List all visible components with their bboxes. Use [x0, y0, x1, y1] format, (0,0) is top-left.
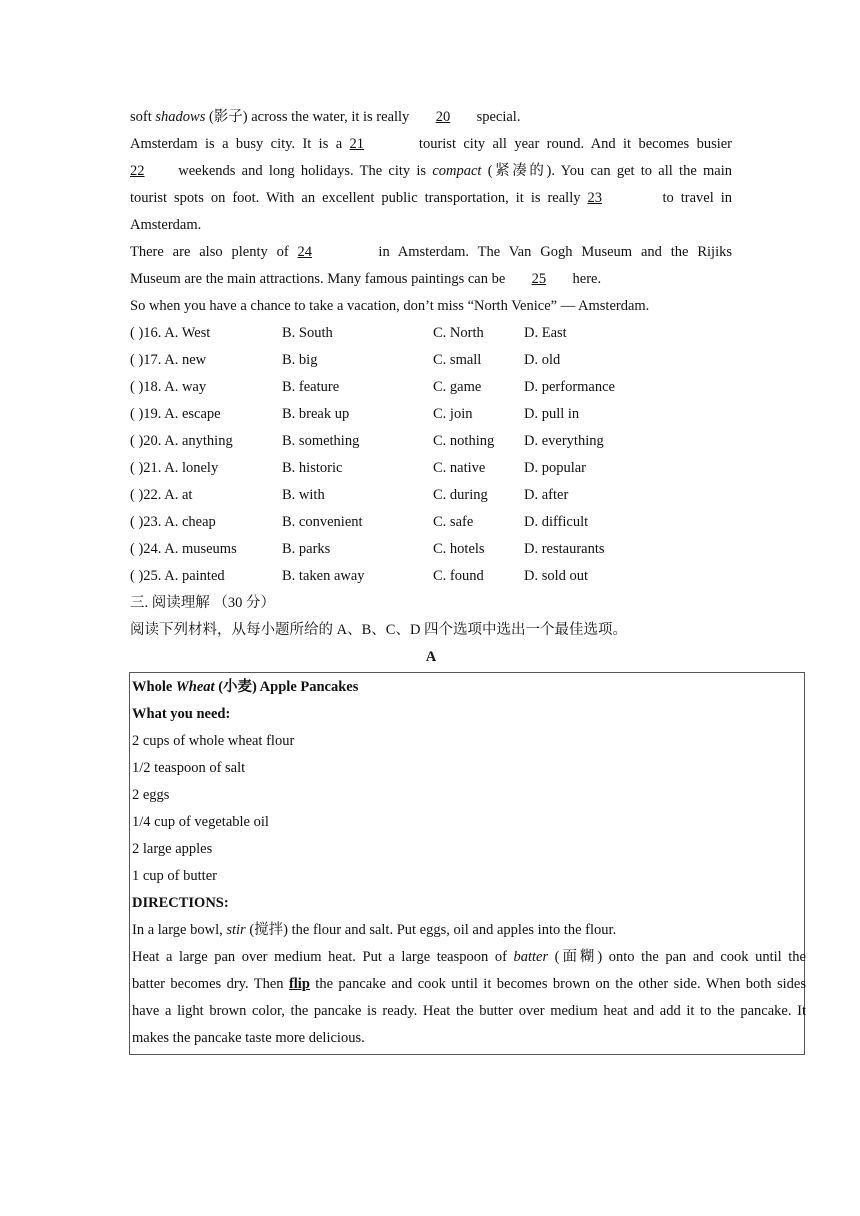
- text: Heat a large pan over medium heat. Put a large teaspoon of: [132, 949, 514, 965]
- recipe-title: [132, 674, 806, 701]
- direction-line-2: [132, 944, 806, 971]
- direction-line-4: have a light brown color, the pancake is ready. Heat the butter over medium heat and add it to the pancake. It: [132, 1003, 806, 1019]
- passage-line-4: [130, 185, 732, 212]
- option-b: B. South: [282, 325, 333, 341]
- question-24: [130, 536, 732, 563]
- term-flip: flip: [288, 976, 310, 992]
- option-c: C. hotels: [433, 541, 485, 557]
- passage-line-8: So when you have a chance to take a vacation, don’t miss “North Venice” — Amsterdam.: [130, 298, 650, 314]
- option-b: B. something: [282, 433, 360, 449]
- option-c: C. during: [433, 487, 488, 503]
- option-b: B. feature: [282, 379, 340, 395]
- text: (影子) across the water, it is really: [205, 109, 413, 125]
- text: (面糊) onto the pan and cook until the: [548, 949, 806, 965]
- text: tourist spots on foot. With an excellent public transportation, it is really: [130, 190, 588, 206]
- option-d: D. pull in: [524, 406, 580, 422]
- option-b: B. convenient: [282, 514, 363, 530]
- option-a: ( )20. A. anything: [130, 433, 233, 449]
- option-a: ( )16. A. West: [130, 325, 211, 341]
- ingredient-item: 1/4 cup of vegetable oil: [132, 814, 269, 830]
- passage-line-7: [130, 266, 732, 293]
- ingredients-heading: What you need:: [132, 706, 231, 722]
- option-d: D. old: [524, 352, 561, 368]
- option-d: D. popular: [524, 460, 587, 476]
- option-a: ( )25. A. painted: [130, 568, 225, 584]
- direction-line-5: makes the pancake taste more delicious.: [132, 1030, 365, 1046]
- text: batter becomes dry. Then: [132, 976, 289, 992]
- direction-line-3: [132, 971, 806, 998]
- blank-24: 24: [297, 244, 313, 260]
- option-d: D. East: [524, 325, 567, 341]
- option-c: C. safe: [433, 514, 474, 530]
- passage-line-2: [130, 131, 732, 158]
- text: the pancake and cook until it becomes brown on the other side. When both sides: [309, 976, 806, 992]
- option-c: C. native: [433, 460, 486, 476]
- option-b: B. break up: [282, 406, 350, 422]
- option-a: ( )24. A. museums: [130, 541, 237, 557]
- text: to travel in: [655, 190, 732, 206]
- option-a: ( )17. A. new: [130, 352, 207, 368]
- question-18: [130, 374, 732, 401]
- option-a: ( )18. A. way: [130, 379, 207, 395]
- text: In a large bowl,: [132, 922, 227, 938]
- ingredient-item: 1/2 teaspoon of salt: [132, 760, 246, 776]
- directions-heading: DIRECTIONS:: [132, 895, 229, 911]
- question-list: [130, 320, 732, 590]
- option-d: D. after: [524, 487, 569, 503]
- option-b: B. parks: [282, 541, 331, 557]
- passage-line-6: [130, 239, 732, 266]
- ingredient-item: 2 cups of whole wheat flour: [132, 733, 295, 749]
- option-c: C. nothing: [433, 433, 495, 449]
- term-batter: batter: [513, 949, 549, 965]
- option-c: C. join: [433, 406, 473, 422]
- option-a: ( )21. A. lonely: [130, 460, 219, 476]
- question-21: [130, 455, 732, 482]
- blank-22: 22: [130, 163, 145, 179]
- blank-21: 21: [349, 136, 365, 152]
- term-shadows: shadows: [155, 109, 206, 125]
- blank-23: 23: [587, 190, 602, 206]
- option-a: ( )19. A. escape: [130, 406, 221, 422]
- text: here.: [568, 271, 602, 287]
- passage-label: A: [425, 649, 437, 665]
- option-d: D. performance: [524, 379, 615, 395]
- term-wheat: Wheat: [175, 679, 215, 695]
- option-b: B. big: [282, 352, 318, 368]
- text: (紧凑的). You can get to all the main: [481, 163, 732, 179]
- question-20: [130, 428, 732, 455]
- term-stir: stir: [226, 922, 246, 938]
- option-c: C. game: [433, 379, 482, 395]
- text: Museum are the main attractions. Many famous paintings can be: [130, 271, 509, 287]
- ingredient-item: 2 eggs: [132, 787, 170, 803]
- option-d: D. difficult: [524, 514, 589, 530]
- recipe-box: [129, 672, 805, 1055]
- question-17: [130, 347, 732, 374]
- option-d: D. everything: [524, 433, 604, 449]
- question-22: [130, 482, 732, 509]
- text: Whole: [132, 679, 176, 695]
- passage-line-5: Amsterdam.: [130, 217, 202, 233]
- question-16: [130, 320, 732, 347]
- section-heading: 三. 阅读理解 （30 分）: [130, 595, 275, 611]
- section-instruction: 阅读下列材料，从每小题所给的 A、B、C、D 四个选项中选出一个最佳选项。: [130, 622, 628, 638]
- option-a: ( )23. A. cheap: [130, 514, 216, 530]
- passage-line-3: [130, 158, 732, 185]
- blank-25: 25: [531, 271, 547, 287]
- text: in Amsterdam. The Van Gogh Museum and the Rijiks: [369, 244, 732, 260]
- text: special.: [472, 109, 521, 125]
- option-b: B. historic: [282, 460, 343, 476]
- cloze-passage: [130, 104, 732, 671]
- question-25: [130, 563, 732, 590]
- option-b: B. with: [282, 487, 325, 503]
- ingredient-item: 1 cup of butter: [132, 868, 217, 884]
- passage-line-1: [130, 104, 732, 131]
- term-compact: compact: [432, 163, 482, 179]
- ingredient-item: 2 large apples: [132, 841, 213, 857]
- text: weekends and long holidays. The city is: [172, 163, 433, 179]
- option-b: B. taken away: [282, 568, 365, 584]
- option-c: C. found: [433, 568, 484, 584]
- option-d: D. sold out: [524, 568, 589, 584]
- text: Amsterdam is a busy city. It is a: [130, 136, 350, 152]
- option-a: ( )22. A. at: [130, 487, 193, 503]
- option-d: D. restaurants: [524, 541, 605, 557]
- blank-20: 20: [435, 109, 451, 125]
- question-23: [130, 509, 732, 536]
- text: (搅拌) the flour and salt. Put eggs, oil and apples into the flour.: [245, 922, 617, 938]
- option-c: C. small: [433, 352, 482, 368]
- text: There are also plenty of: [130, 244, 298, 260]
- text: tourist city all year round. And it becomes busier: [411, 136, 733, 152]
- direction-line-1: [132, 917, 806, 944]
- option-c: C. North: [433, 325, 484, 341]
- text: (小麦) Apple Pancakes: [214, 679, 359, 695]
- question-19: [130, 401, 732, 428]
- text: soft: [130, 109, 156, 125]
